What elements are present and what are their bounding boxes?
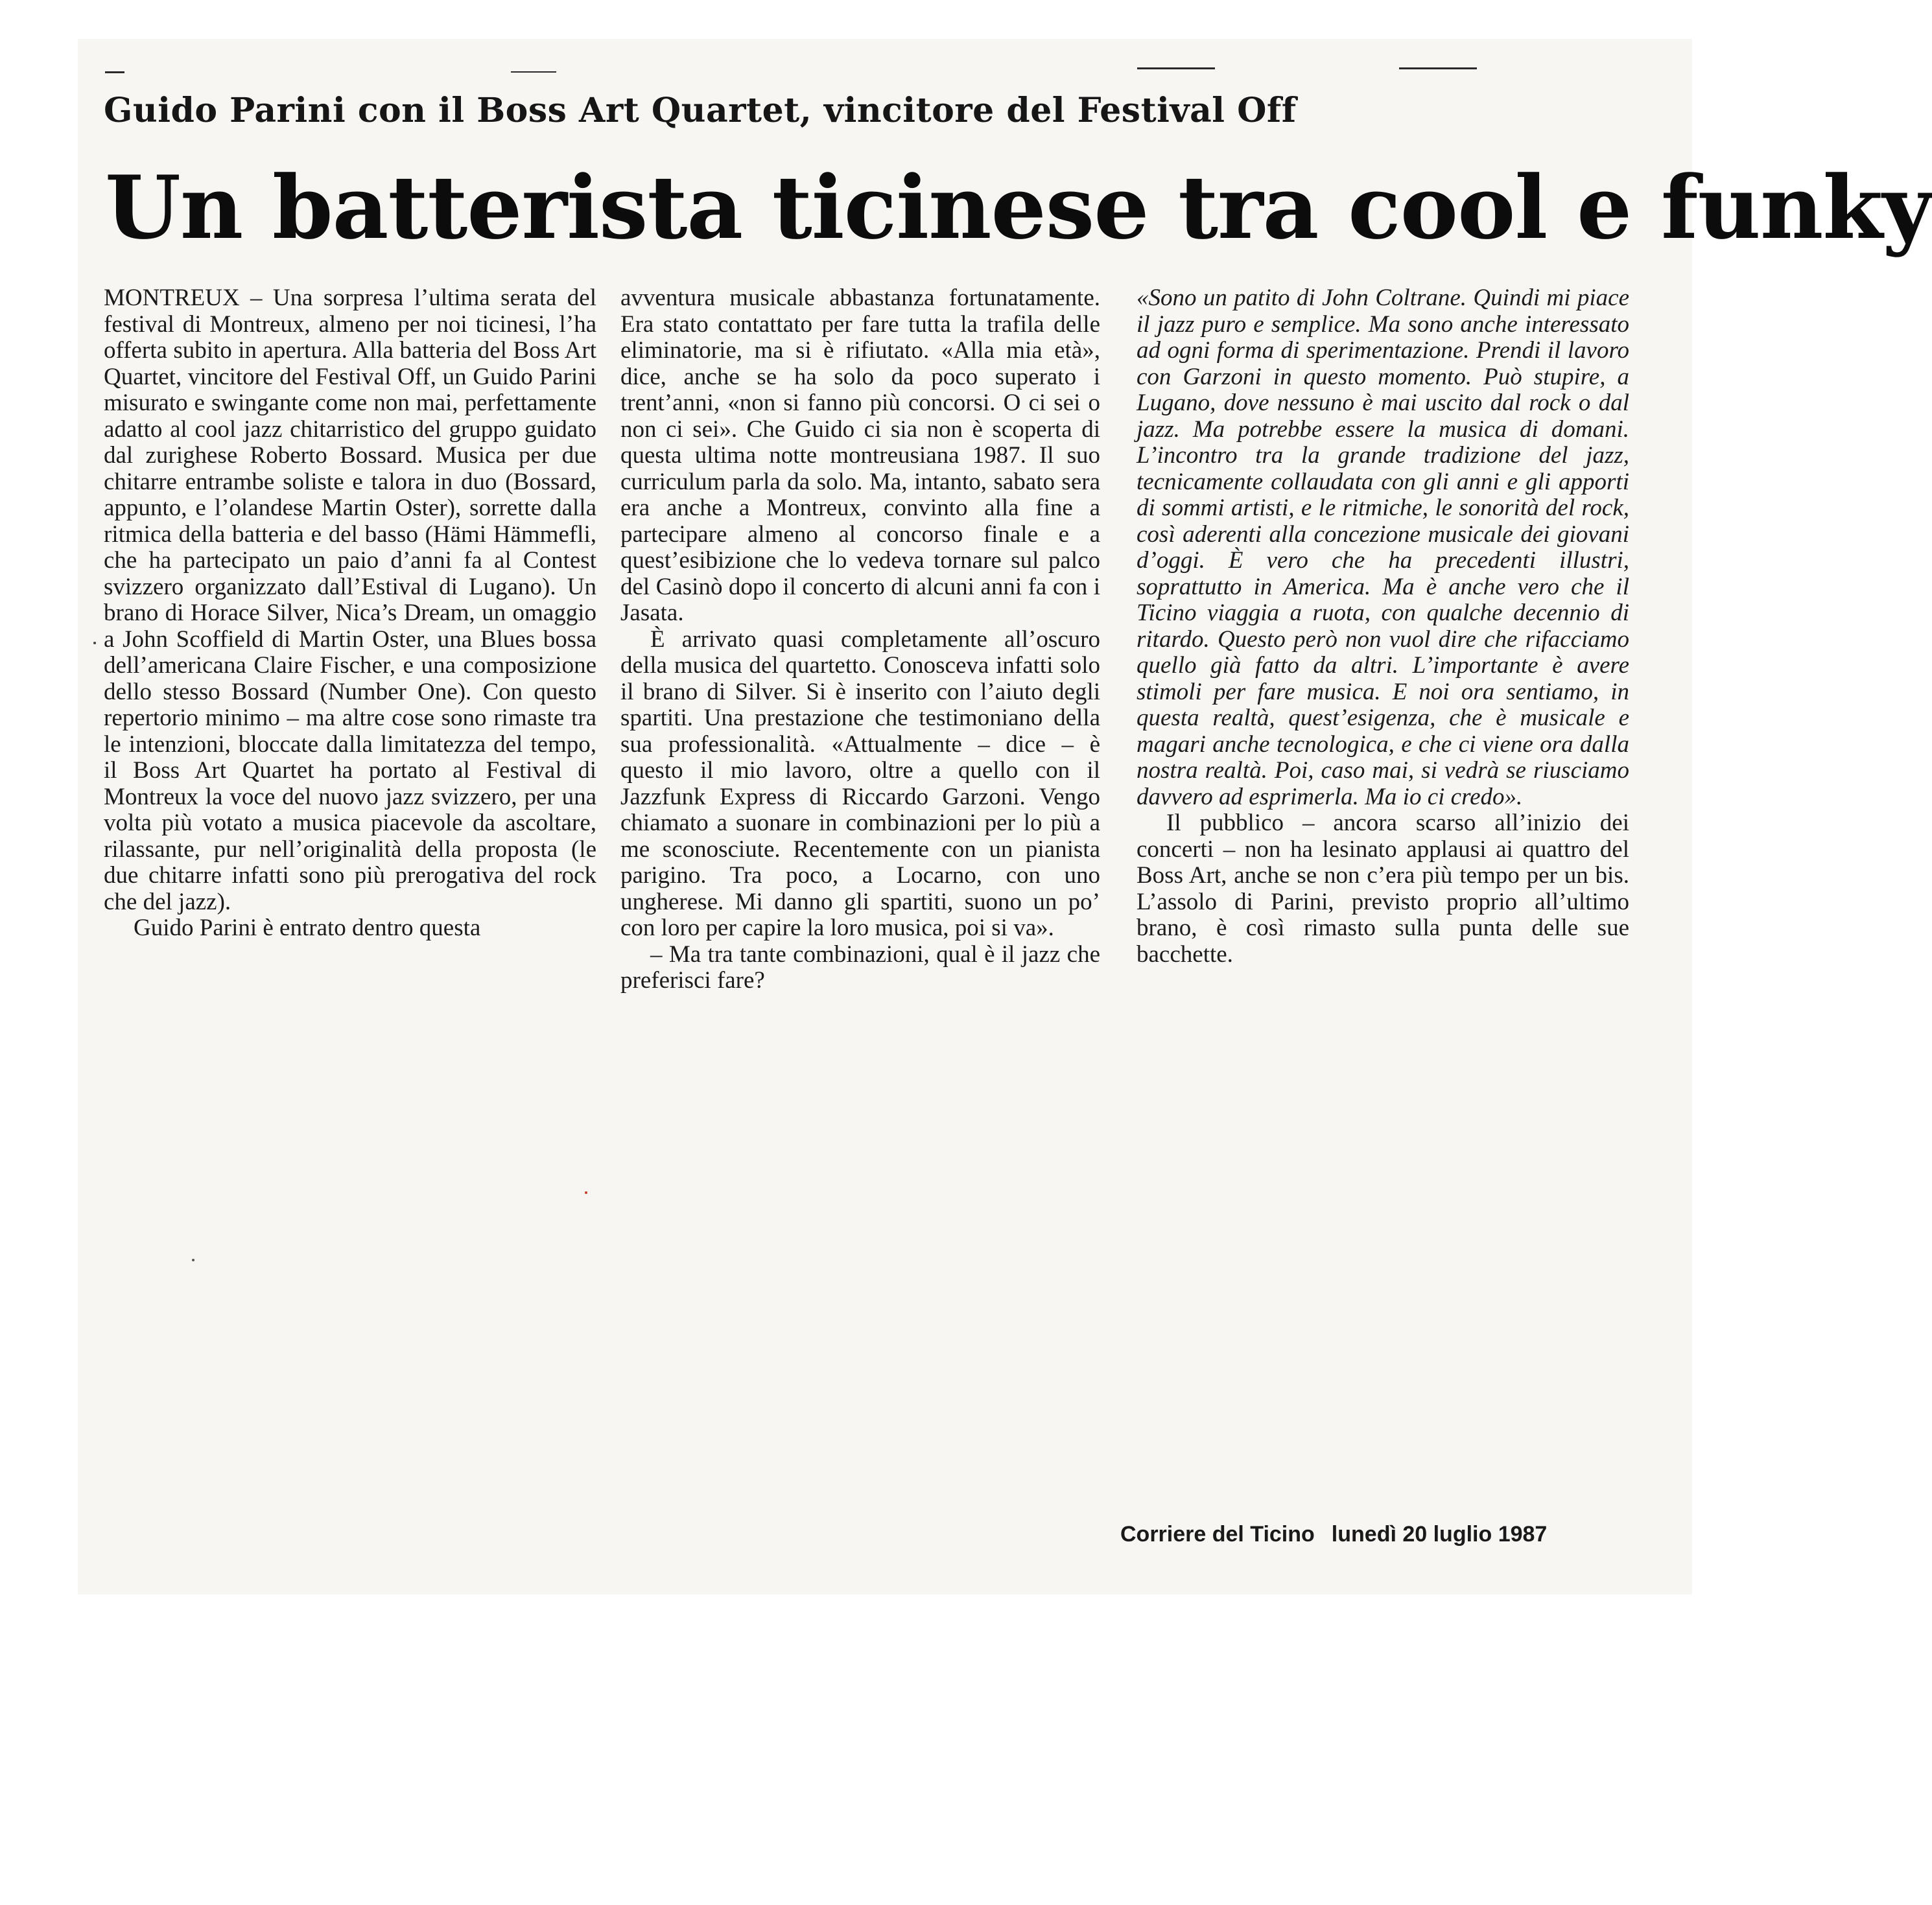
quote-paragraph: «Sono un patito di John Coltrane. Quindi mi piace il jazz puro e semplice. Ma sono anche interessato ad ogni forma di sperimentazione. Prendi il lavoro con Garzoni in questo momento. Può stupire, a Lugano, dove nessuno è mai uscito dal rock o dal jazz. Ma potrebbe essere la musica di domani. L’incontro tra la grande tradizione del jazz, tecnicamente collaudata con gli anni e gli apporti di sommi artisti, e le ritmiche, le sonorità del rock, così aderenti alla concezione musicale dei giovani d’oggi. È vero che ha precedenti illustri, soprattutto in America. Ma è anche vero che il Ticino viaggia a ruota, con qualche decennio di ritardo. Questo però non vuol dire che rifacciamo quello già fatto da altri. L’importante è avere stimoli per fare musica. E noi ora sentiamo, in questa realtà, quest’esigenza, che è musicale e magari anche tecnologica, e che ci viene ora dalla nostra realtà. Poi, caso mai, si vedrà se riusciamo davvero ad esprimerla. Ma io ci credo».	[1137, 285, 1629, 810]
scan-speck	[93, 642, 96, 644]
article-headline: Un batterista ticinese tra cool e funky	[105, 156, 1932, 259]
article-column-2	[620, 285, 1100, 994]
paragraph: MONTREUX – Una sorpresa l’ultima serata del festival di Montreux, almeno per noi ticinesi, l’ha offerta subito in apertura. Alla batteria del Boss Art Quartet, vincitore del Festival Off, un Guido Parini misurato e swingante come non mai, perfettamente adatto al cool jazz chitarristico del gruppo guidato dal zurighese Roberto Bossard. Musica per due chitarre entrambe soliste e talora in duo (Bossard, appunto, e l’olandese Martin Oster), sorrette dalla ritmica della batteria e del basso (Hämi Hämmefli, che ha partecipato un paio d’anni fa al Contest svizzero organizzato dall’Estival di Lugano). Un brano di Horace Silver, Nica’s Dream, un omaggio a John Scoffield di Martin Oster, una Blues bossa dell’americana Claire Fischer, e una composizione dello stesso Bossard (Number One). Con questo repertorio minimo – ma altre cose sono rimaste tra le intenzioni, bloccate dalla limitatezza del tempo, il Boss Art Quartet ha portato al Festival di Montreux la voce del nuovo jazz svizzero, per una volta più votato a musica piacevole da ascoltare, rilassante, pur nell’originalità della proposta (le due chitarre infatti sono più prerogativa del rock che del jazz).	[104, 285, 596, 915]
scan-speck	[585, 1191, 587, 1194]
paragraph: avventura musicale abbastanza fortunatamente. Era stato contattato per fare tutta la trafila delle eliminatorie, ma si è rifiutato. «Alla mia età», dice, anche se ha solo da poco superato i trent’anni, «non si fanno più concorsi. O ci sei o non ci sei». Che Guido ci sia non è scoperta di questa ultima notte montreusiana 1987. Il suo curriculum parla da solo. Ma, intanto, sabato sera era anche a Montreux, convinto alla fine a partecipare almeno al concorso finale e a quest’esibizione che lo vedeva tornare sul palco del Casinò dopo il concerto di alcuni anni fa con i Jasata.	[620, 285, 1100, 626]
paragraph: Il pubblico – ancora scarso all’inizio dei concerti – non ha lesinato applausi ai quattro del Boss Art, anche se non c’era più tempo per un bis. L’assolo di Parini, previsto proprio all’ultimo brano, è così rimasto sulla punta delle sue bacchette.	[1137, 810, 1629, 968]
paragraph: Guido Parini è entrato dentro questa	[134, 915, 481, 941]
paragraph: È arrivato quasi completamente all’oscuro della musica del quartetto. Conosceva infatti solo il brano di Silver. Si è inserito con l’aiuto degli spartiti. Una prestazione che testimoniano della sua professionalità. «Attualmente – dice – è questo il mio lavoro, oltre a quello con il Jazzfunk Express di Riccardo Garzoni. Vengo chiamato a suonare in combinazioni per lo più a me sconosciute. Recentemente con un pianista parigino. Tra poco, a Locarno, con uno ungherese. Mi danno gli spartiti, suono un po’ con loro per capire la loro musica, poi si va».	[620, 625, 1100, 941]
publication-name: Corriere del Ticino	[1120, 1522, 1315, 1547]
article-column-3	[1137, 285, 1629, 968]
column-rule-right-1	[1137, 67, 1215, 69]
publication-footer	[1120, 1522, 1547, 1547]
paragraph: – Ma tra tante combinazioni, qual è il jazz che preferisci fare?	[620, 941, 1100, 994]
article-column-1	[104, 285, 596, 942]
scan-speck	[192, 1259, 194, 1261]
column-rule-mid	[511, 71, 556, 73]
column-rule-right-2	[1399, 67, 1477, 69]
column-rule-left	[105, 71, 124, 73]
article-kicker: Guido Parini con il Boss Art Quartet, vincitore del Festival Off	[104, 91, 1297, 130]
publication-date: lunedì 20 luglio 1987	[1331, 1522, 1548, 1547]
